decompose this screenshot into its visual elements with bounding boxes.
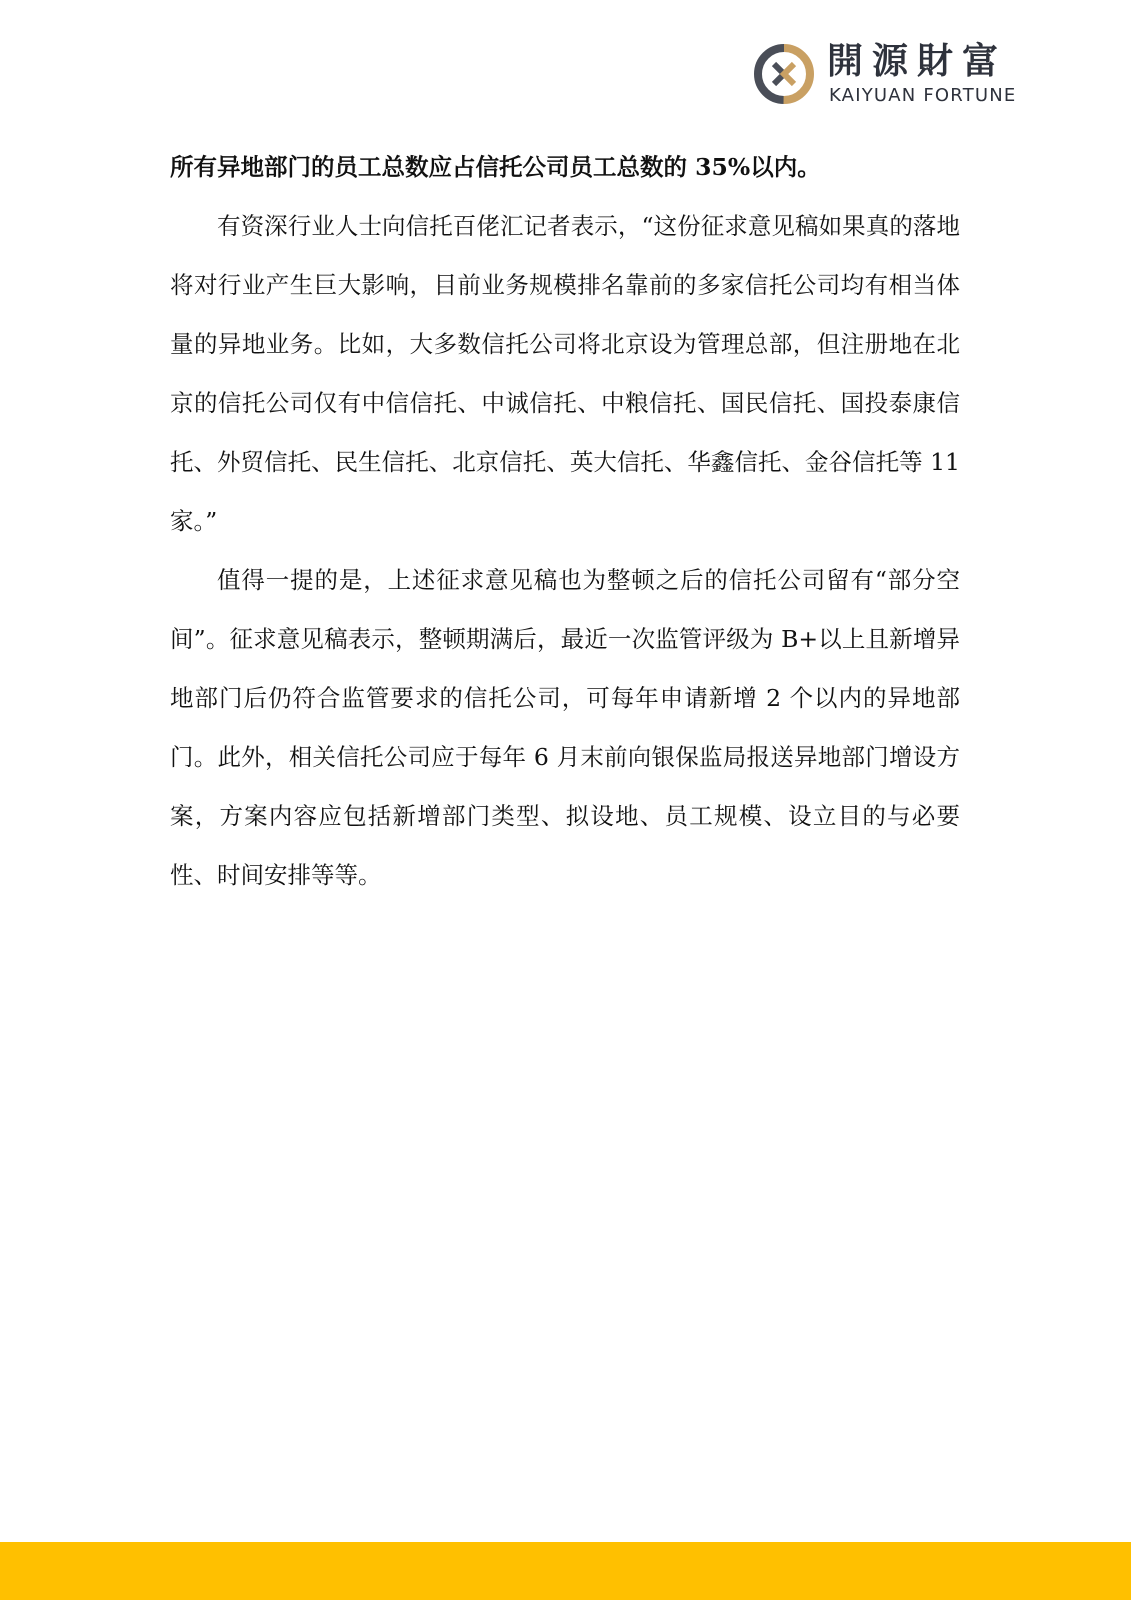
paragraph-3: 值得一提的是，上述征求意见稿也为整顿之后的信托公司留有“部分空间”。征求意见稿表示，整顿期满后，最近一次监管评级为 B+以上且新增异地部门后仍符合监管要求的信托公司，可每年申请新增 2 个以内的异地部门。此外，相关信托公司应于每年 6 月末前向银保监局报送异地部门增设方案，方案内容应包括新增部门类型、拟设地、员工规模、设立目的与必要性、时间安排等等。 [170, 566, 960, 889]
paragraph-2: 有资深行业人士向信托百佬汇记者表示，“这份征求意见稿如果真的落地将对行业产生巨大影响，目前业务规模排名靠前的多家信托公司均有相当体量的异地业务。比如，大多数信托公司将北京设为管理总部，但注册地在北京的信托公司仅有中信信托、中诚信托、中粮信托、国民信托、国投泰康信托、外贸信托、民生信托、北京信托、英大信托、华鑫信托、金谷信托等 11 家。” [170, 212, 960, 535]
paragraph-1: 所有异地部门的员工总数应占信托公司员工总数的 35%以内。 [170, 153, 821, 181]
logo-english-name: KAIYUAN FORTUNE [829, 85, 1017, 106]
document-body [170, 138, 960, 905]
kaiyuan-logo-icon [752, 42, 816, 106]
logo-chinese-name: 開源財富 [827, 41, 1008, 82]
footer-band [0, 1542, 1131, 1600]
company-logo [752, 40, 1042, 110]
